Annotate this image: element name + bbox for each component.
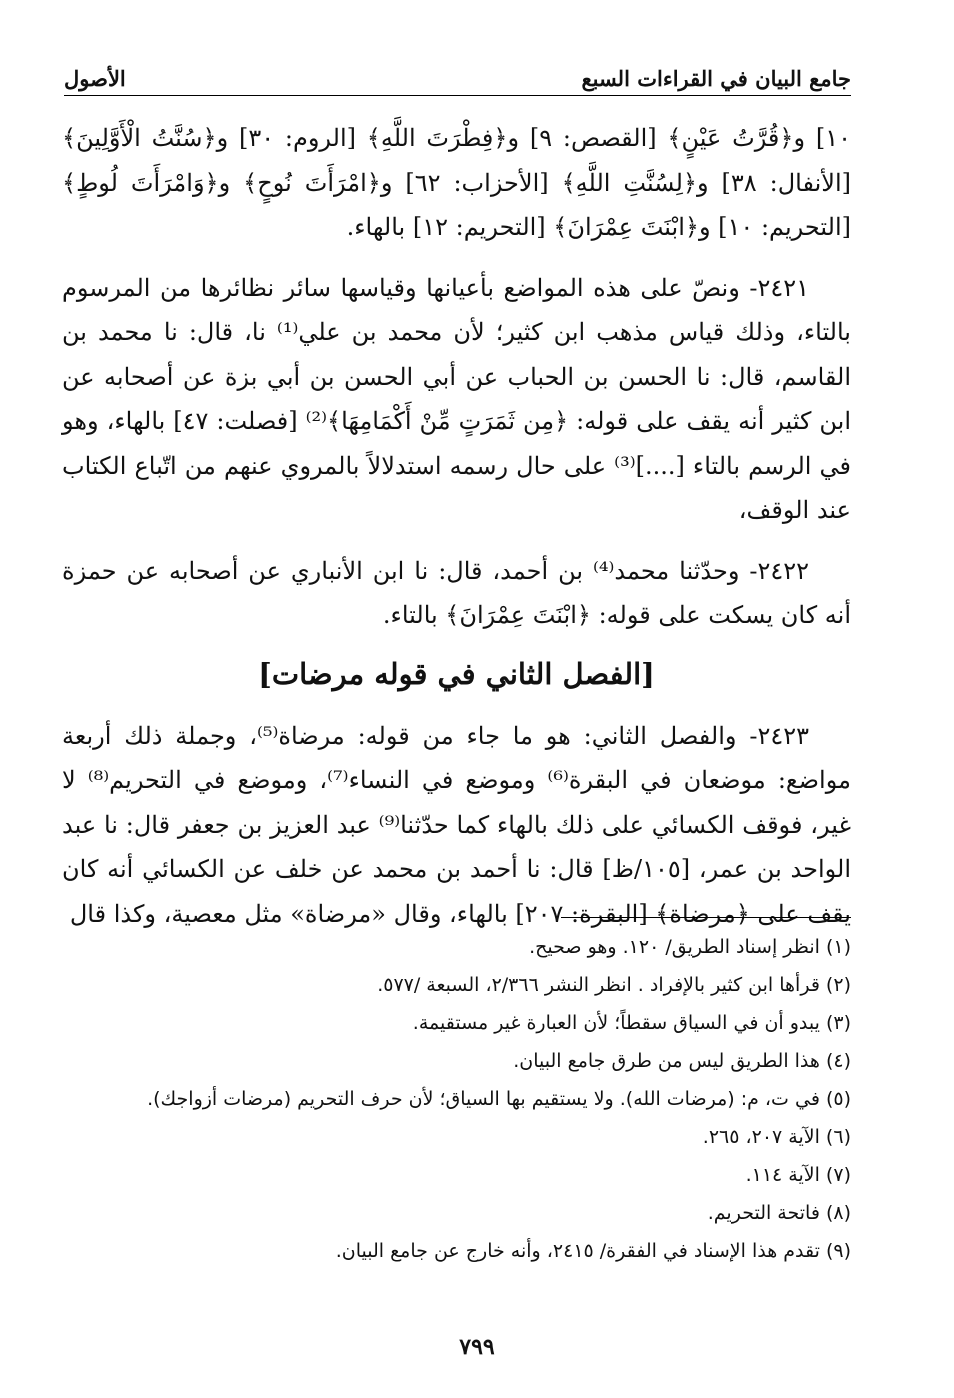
paragraph-continuation: ١٠] و﴿قُرَّتُ عَيْنٍ﴾ [القصص: ٩] و﴿فِطْرَتَ اللَّهِ﴾ [الروم: ٣٠] و﴿سُنَّتُ الْأَوَّلِينَ﴾ [الأنفال: ٣٨] و﴿لِسُنَّتِ اللَّهِ﴾ [الأحزاب: ٦٢] و﴿امْرَأَتَ نُوحٍ﴾ و﴿وَامْرَأَتَ لُوطٍ﴾ [التحريم: ١٠] و﴿ابْنَتَ عِمْرَانَ﴾ [التحريم: ١٢] بالهاء. bbox=[62, 124, 852, 241]
footnotes bbox=[64, 928, 851, 1270]
section-title: الأصول bbox=[64, 66, 126, 91]
footnote-divider bbox=[561, 917, 851, 918]
footnote-7: (٧) الآية ١١٤. bbox=[745, 1164, 851, 1186]
footnote-1: (١) انظر إسناد الطريق/ ١٢٠. وهو صحيح. bbox=[529, 936, 851, 958]
paragraph-2422: ٢٤٢٢- وحدّثنا محمد⁽⁴⁾ بن أحمد، قال: نا ابن الأنباري عن أصحابه عن حمزة أنه كان يسكت على قوله: ﴿ابْنَتَ عِمْرَانَ﴾ بالتاء. bbox=[62, 556, 851, 629]
paragraph-2421: ٢٤٢١- ونصّ على هذه المواضع بأعيانها وقياسها سائر نظائرها من المرسوم بالتاء، وذلك قياس مذهب ابن كثير؛ لأن محمد بن علي⁽¹⁾ نا، قال: نا محمد بن القاسم، قال: نا الحسن بن الحباب عن أبي الحسن بن أبي بزة عن أصحابه عن ابن كثير أنه يقف على قوله: ﴿مِن ثَمَرَتٍ مِّنْ أَكْمَامِهَا﴾⁽²⁾ [فصلت: ٤٧] بالهاء، وهو في الرسم بالتاء [....]⁽³⁾ على حال رسمه استدلالاً بالمروي عنهم من اتّباع الكتاب عند الوقف، bbox=[62, 273, 851, 524]
footnote-9: (٩) تقدم هذا الإسناد في الفقرة/ ٢٤١٥، وأنه خارج عن جامع البيان. bbox=[335, 1240, 851, 1262]
footnote-2: (٢) قرأها ابن كثير بالإفراد . انظر النشر ٢/٣٦٦، السبعة /٥٧٧. bbox=[377, 974, 851, 996]
page-number: ٧٩٩ bbox=[459, 1334, 495, 1360]
footnote-5: (٥) في ت، م: (مرضات الله). ولا يستقيم بها السياق؛ لأن حرف التحريم (مرضات أزواجك). bbox=[147, 1088, 851, 1110]
footnote-4: (٤) هذا الطريق ليس من طرق جامع البيان. bbox=[513, 1050, 851, 1072]
footnote-3: (٣) يبدو أن في السياق سقطاً؛ لأن العبارة غير مستقيمة. bbox=[412, 1012, 851, 1034]
footnote-6: (٦) الآية ٢٠٧، ٢٦٥. bbox=[702, 1126, 851, 1148]
running-header bbox=[64, 58, 851, 96]
main-text bbox=[62, 116, 851, 952]
section-heading: [الفصل الثاني في قوله مرضات] bbox=[258, 656, 655, 691]
footnote-8: (٨) فاتحة التحريم. bbox=[707, 1202, 851, 1224]
book-title: جامع البيان في القراءات السبع bbox=[581, 66, 851, 91]
paragraph-2423: ٢٤٢٣- والفصل الثاني: هو ما جاء من قوله: مرضاة⁽⁵⁾، وجملة ذلك أربعة مواضع: موضعان في البقرة⁽⁶⁾ وموضع في النساء⁽⁷⁾، وموضع في التحريم⁽⁸⁾ لا غير، فوقف الكسائي على ذلك بالهاء كما حدّثنا⁽⁹⁾ عبد العزيز بن جعفر قال: نا عبد الواحد بن عمر، [١٠٥/ظ] قال: نا أحمد بن محمد عن خلف عن الكسائي أنه كان يقف على ﴿مرضاة﴾ [البقرة: ٢٠٧] بالهاء، وقال «مرضاة» مثل معصية، وكذا قال bbox=[62, 721, 851, 928]
